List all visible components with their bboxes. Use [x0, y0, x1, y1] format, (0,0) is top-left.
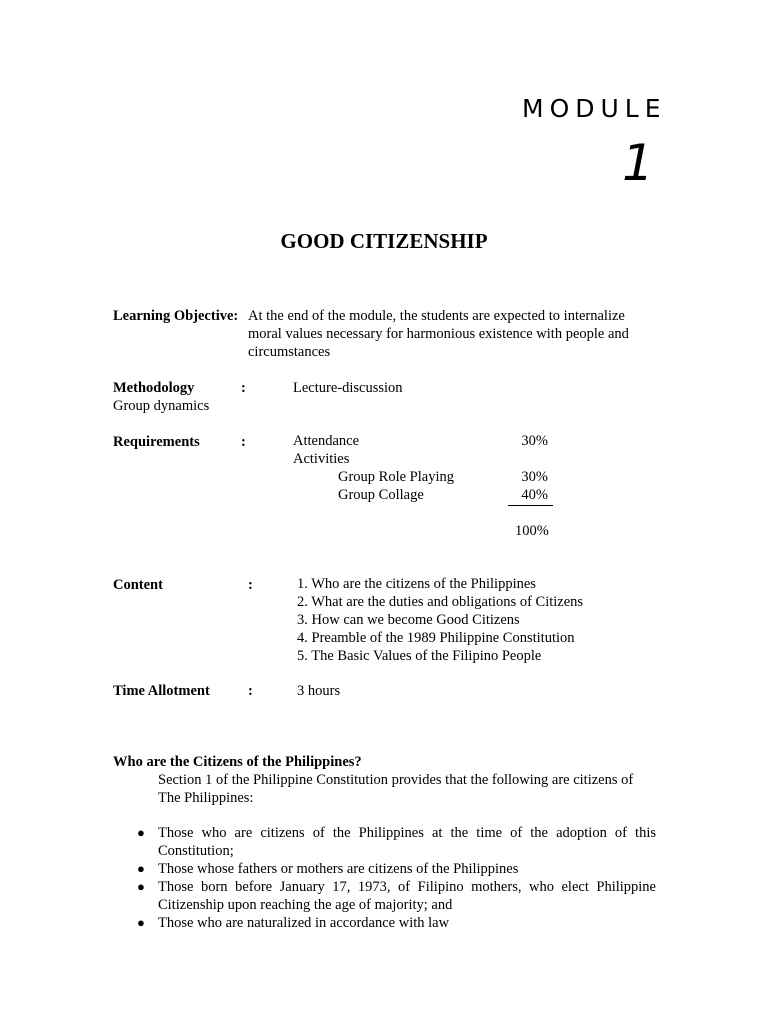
page-title: GOOD CITIZENSHIP	[280, 229, 488, 253]
content-item: 4. Preamble of the 1989 Philippine Constitution	[297, 630, 575, 646]
learning-objective-label: Learning Objective:	[113, 308, 239, 324]
requirement-item-name: Activities	[293, 451, 350, 467]
learning-objective-line-3: circumstances	[248, 344, 331, 360]
module-number: 1	[622, 134, 654, 192]
list-item-text: Those born before January 17, 1973, of Filipino mothers, who elect Philippine Citizenship upon reaching the age of majority; and	[158, 879, 656, 913]
requirement-item-name: Group Collage	[338, 487, 424, 503]
total-rule	[508, 505, 553, 506]
requirement-item-pct: 40%	[521, 487, 548, 503]
methodology-label: Methodology	[113, 380, 195, 396]
section-heading: Who are the Citizens of the Philippines?	[113, 754, 362, 770]
list-item-text: Those who are citizens of the Philippines at the time of the adoption of this Constitution;	[158, 825, 656, 859]
content-item: 5. The Basic Values of the Filipino People	[297, 648, 542, 664]
list-item-text: Those whose fathers or mothers are citizens of the Philippines	[158, 861, 519, 877]
content-colon: :	[248, 577, 253, 593]
requirements-total: 100%	[515, 523, 549, 539]
section-intro-line-1: Section 1 of the Philippine Constitution provides that the following are citizens of	[158, 772, 634, 788]
requirements-label: Requirements	[113, 434, 200, 450]
requirements-colon: :	[241, 434, 246, 450]
methodology-extra: Group dynamics	[113, 398, 210, 414]
methodology-colon: :	[241, 380, 246, 396]
time-allotment-colon: :	[248, 683, 253, 699]
methodology-value: Lecture-discussion	[293, 380, 403, 396]
list-item	[134, 860, 656, 878]
requirement-item-name: Group Role Playing	[338, 469, 454, 485]
bullet-icon: ●	[137, 879, 145, 894]
learning-objective-line-2: moral values necessary for harmonious existence with people and	[248, 326, 629, 342]
list-item	[134, 824, 656, 860]
content-item: 3. How can we become Good Citizens	[297, 612, 520, 628]
learning-objective-line-1: At the end of the module, the students are expected to internalize	[248, 308, 625, 324]
list-item	[134, 914, 656, 932]
module-label: MODULE	[522, 94, 667, 123]
content-item: 1. Who are the citizens of the Philippines	[297, 576, 536, 592]
requirement-item-pct: 30%	[521, 433, 548, 449]
bullet-icon: ●	[137, 825, 145, 840]
bullet-icon: ●	[137, 915, 145, 930]
time-allotment-value: 3 hours	[297, 683, 341, 699]
citizens-bullet-list	[134, 824, 656, 932]
list-item-text: Those who are naturalized in accordance with law	[158, 915, 450, 931]
requirement-item-pct: 30%	[521, 469, 548, 485]
bullet-icon: ●	[137, 861, 145, 876]
content-item: 2. What are the duties and obligations of Citizens	[297, 594, 584, 610]
requirement-item-name: Attendance	[293, 433, 360, 449]
list-item	[134, 878, 656, 914]
section-intro-line-2: The Philippines:	[158, 790, 254, 806]
time-allotment-label: Time Allotment	[113, 683, 210, 699]
content-label: Content	[113, 577, 163, 593]
